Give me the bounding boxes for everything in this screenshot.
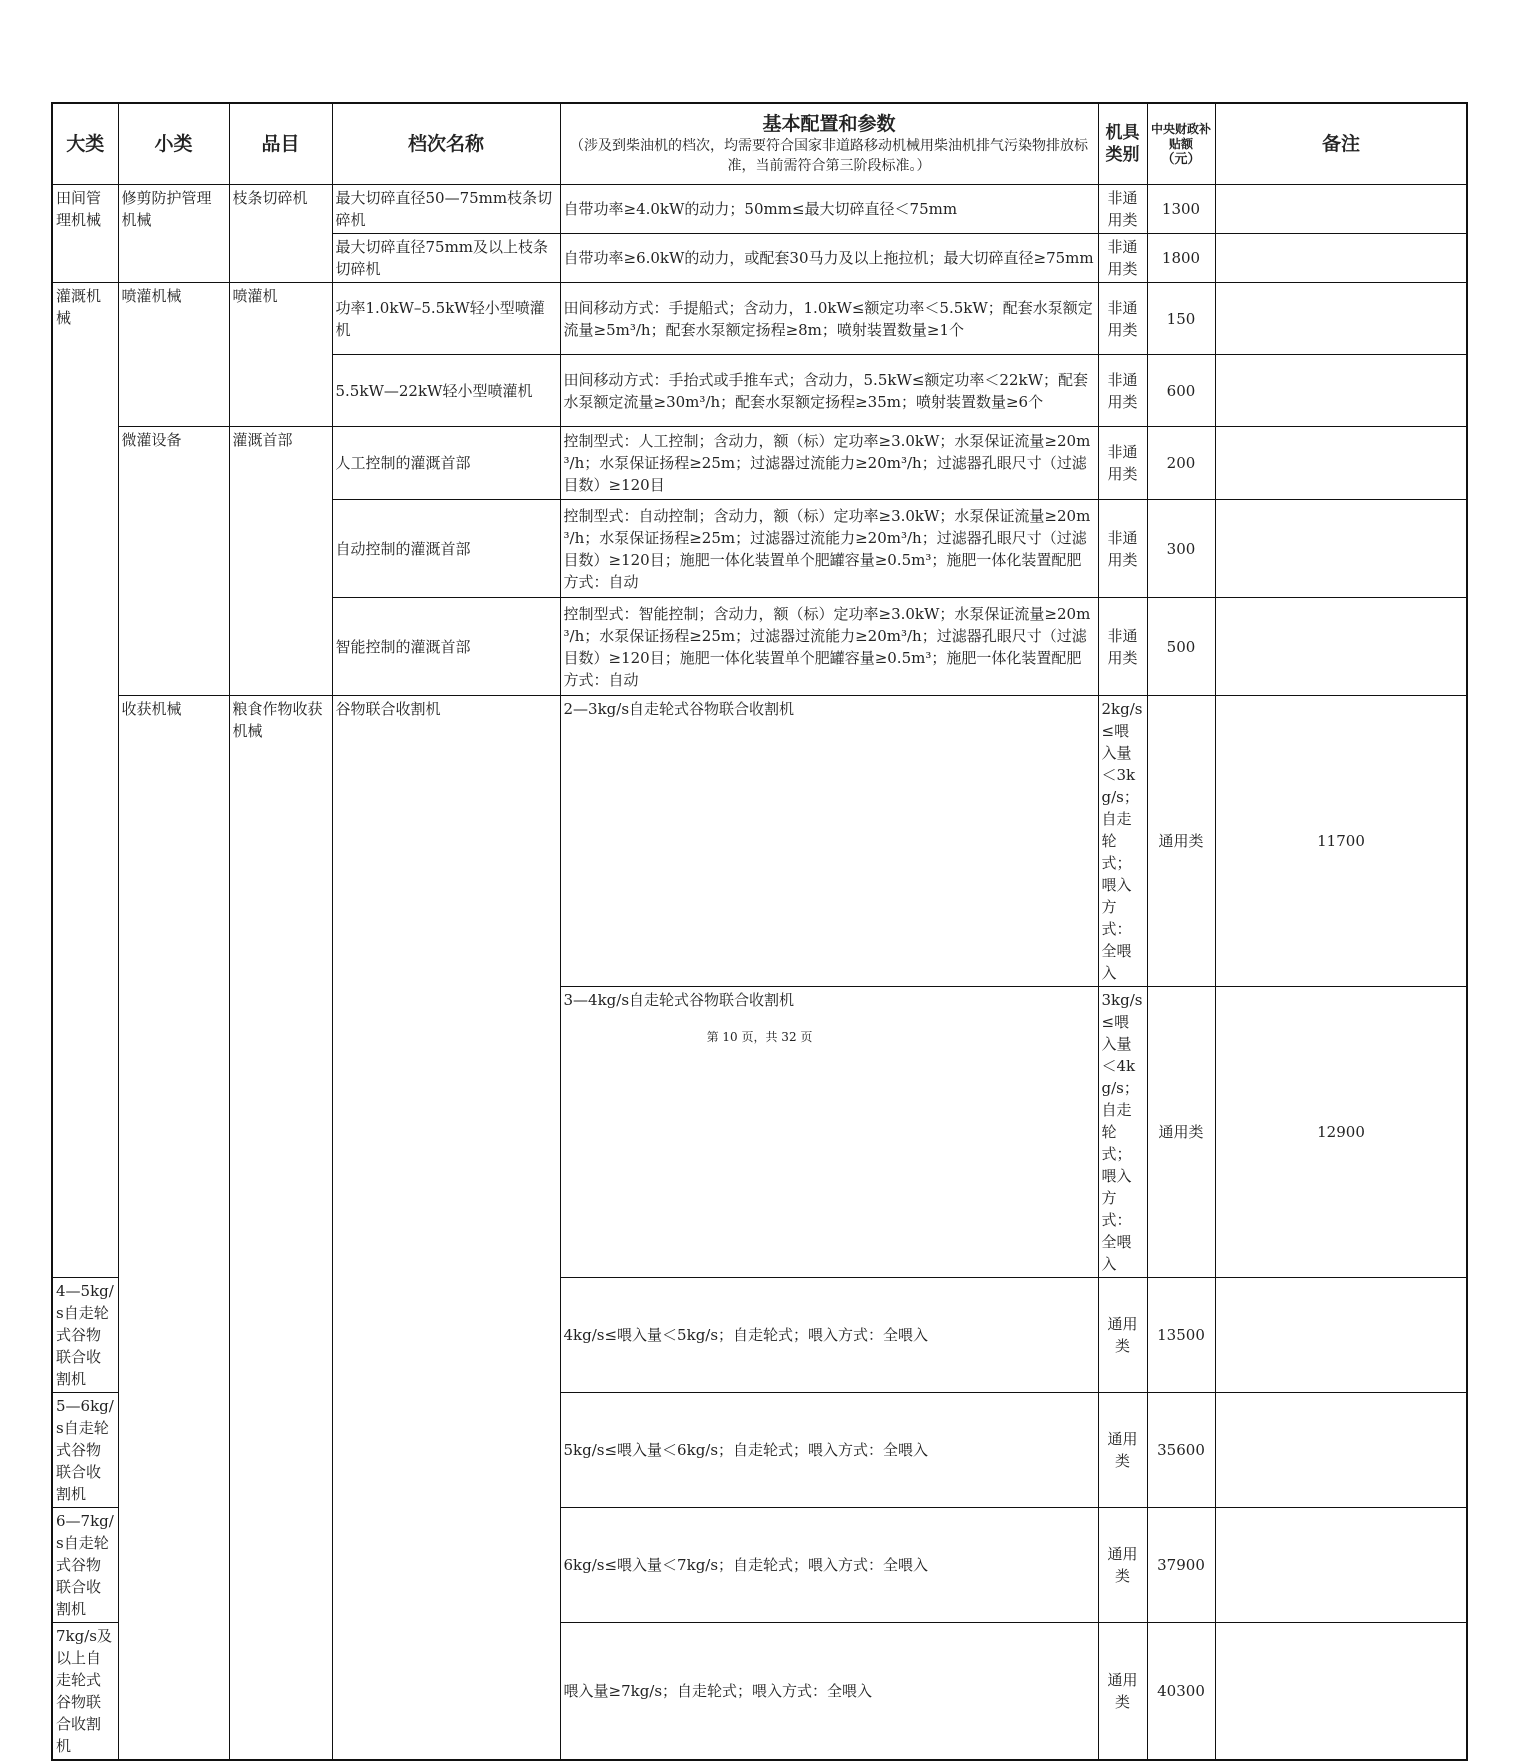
cell-amount: 1800 <box>1147 234 1215 283</box>
page-number: 第 10 页，共 32 页 <box>706 1030 813 1044</box>
cell-kind: 非通用类 <box>1098 355 1147 427</box>
cell-kind: 非通用类 <box>1098 283 1147 355</box>
cell-xiaolei: 喷灌机械 <box>118 283 229 427</box>
cell-amount: 40300 <box>1147 1623 1215 1761</box>
cell-kind: 通用类 <box>1147 987 1215 1278</box>
cell-pinmu: 枝条切碎机 <box>229 185 332 283</box>
cell-param: 喂入量≥7kg/s；自走轮式；喂入方式：全喂入 <box>560 1623 1098 1761</box>
cell-dalei: 灌溉机械 <box>52 283 118 1278</box>
cell-note <box>1215 1278 1467 1393</box>
cell-dangci: 4—5kg/s自走轮式谷物联合收割机 <box>52 1278 118 1393</box>
header-note: 备注 <box>1215 103 1467 185</box>
cell-dalei: 收获机械 <box>118 696 229 1761</box>
cell-note <box>1215 283 1467 355</box>
cell-param: 5kg/s≤喂入量＜6kg/s；自走轮式；喂入方式：全喂入 <box>560 1393 1098 1508</box>
cell-pinmu: 喷灌机 <box>229 283 332 427</box>
table-row <box>52 283 1467 355</box>
cell-amount: 11700 <box>1215 696 1467 987</box>
table-row <box>52 427 1467 500</box>
header-param-title: 基本配置和参数 <box>762 113 896 135</box>
cell-amount: 500 <box>1147 598 1215 696</box>
header-param-note: （涉及到柴油机的档次，均需要符合国家非道路移动机械用柴油机排气污染物排放标准，当前需符合第三阶段标准。） <box>570 138 1088 174</box>
cell-kind: 非通用类 <box>1098 598 1147 696</box>
cell-amount: 200 <box>1147 427 1215 500</box>
cell-kind: 非通用类 <box>1098 500 1147 598</box>
cell-note <box>1215 500 1467 598</box>
cell-dangci: 6—7kg/s自走轮式谷物联合收割机 <box>52 1508 118 1623</box>
cell-param: 2kg/s≤喂入量＜3kg/s；自走轮式；喂入方式：全喂入 <box>1098 696 1147 987</box>
cell-dangci: 5—6kg/s自走轮式谷物联合收割机 <box>52 1393 118 1508</box>
cell-xiaolei: 微灌设备 <box>118 427 229 696</box>
header-xiaolei: 小类 <box>118 103 229 185</box>
cell-amount: 1300 <box>1147 185 1215 234</box>
cell-note <box>1215 1508 1467 1623</box>
cell-param: 田间移动方式：手提船式；含动力，1.0kW≤额定功率＜5.5kW；配套水泵额定流量≥5m³/h；配套水泵额定扬程≥8m；喷射装置数量≥1个 <box>560 283 1098 355</box>
cell-kind: 非通用类 <box>1098 185 1147 234</box>
header-subsidy-unit: （元） <box>1161 151 1201 167</box>
cell-xiaolei: 粮食作物收获机械 <box>229 696 332 1761</box>
cell-note <box>1215 427 1467 500</box>
cell-kind: 通用类 <box>1147 696 1215 987</box>
cell-dangci: 7kg/s及以上自走轮式谷物联合收割机 <box>52 1623 118 1761</box>
cell-dangci: 最大切碎直径50—75mm枝条切碎机 <box>332 185 560 234</box>
cell-dangci: 自动控制的灌溉首部 <box>332 500 560 598</box>
cell-kind: 通用类 <box>1098 1508 1147 1623</box>
cell-amount: 37900 <box>1147 1508 1215 1623</box>
cell-param: 自带功率≥4.0kW的动力；50mm≤最大切碎直径＜75mm <box>560 185 1098 234</box>
cell-dangci: 智能控制的灌溉首部 <box>332 598 560 696</box>
cell-param: 控制型式：自动控制；含动力，额（标）定功率≥3.0kW；水泵保证流量≥20m³/h；水泵保证扬程≥25m；过滤器过流能力≥20m³/h；过滤器孔眼尺寸（过滤目数）≥120目；施肥一体化装置单个肥罐容量≥0.5m³；施肥一体化装置配肥方式：自动 <box>560 500 1098 598</box>
header-subsidy <box>1147 103 1215 185</box>
table-row <box>52 696 1467 987</box>
cell-amount: 150 <box>1147 283 1215 355</box>
cell-amount: 35600 <box>1147 1393 1215 1508</box>
cell-note <box>1215 185 1467 234</box>
cell-note <box>1215 355 1467 427</box>
header-subsidy-label: 中央财政补贴额 <box>1150 121 1211 151</box>
cell-param: 控制型式：智能控制；含动力，额（标）定功率≥3.0kW；水泵保证流量≥20m³/h；水泵保证扬程≥25m；过滤器过流能力≥20m³/h；过滤器孔眼尺寸（过滤目数）≥120目；施肥一体化装置单个肥罐容量≥0.5m³；施肥一体化装置配肥方式：自动 <box>560 598 1098 696</box>
cell-param: 6kg/s≤喂入量＜7kg/s；自走轮式；喂入方式：全喂入 <box>560 1508 1098 1623</box>
cell-amount: 12900 <box>1215 987 1467 1278</box>
header-row <box>52 103 1467 185</box>
cell-note <box>1215 1393 1467 1508</box>
cell-kind: 通用类 <box>1098 1393 1147 1508</box>
subsidy-table <box>51 102 1468 1761</box>
cell-pinmu: 灌溉首部 <box>229 427 332 696</box>
cell-amount: 600 <box>1147 355 1215 427</box>
cell-note <box>1215 598 1467 696</box>
cell-dangci: 5.5kW—22kW轻小型喷灌机 <box>332 355 560 427</box>
cell-dangci: 功率1.0kW–5.5kW轻小型喷灌机 <box>332 283 560 355</box>
cell-kind: 非通用类 <box>1098 234 1147 283</box>
cell-dangci: 3—4kg/s自走轮式谷物联合收割机 <box>560 987 1098 1278</box>
cell-amount: 300 <box>1147 500 1215 598</box>
cell-dangci: 2—3kg/s自走轮式谷物联合收割机 <box>560 696 1098 987</box>
cell-param: 控制型式：人工控制；含动力，额（标）定功率≥3.0kW；水泵保证流量≥20m³/h；水泵保证扬程≥25m；过滤器过流能力≥20m³/h；过滤器孔眼尺寸（过滤目数）≥120目 <box>560 427 1098 500</box>
header-dangci: 档次名称 <box>332 103 560 185</box>
cell-note <box>1215 1623 1467 1761</box>
cell-param: 4kg/s≤喂入量＜5kg/s；自走轮式；喂入方式：全喂入 <box>560 1278 1098 1393</box>
cell-dangci: 人工控制的灌溉首部 <box>332 427 560 500</box>
cell-param: 自带功率≥6.0kW的动力，或配套30马力及以上拖拉机；最大切碎直径≥75mm <box>560 234 1098 283</box>
cell-dangci: 最大切碎直径75mm及以上枝条切碎机 <box>332 234 560 283</box>
cell-param: 3kg/s≤喂入量＜4kg/s；自走轮式；喂入方式：全喂入 <box>1098 987 1147 1278</box>
cell-param: 田间移动方式：手抬式或手推车式；含动力，5.5kW≤额定功率＜22kW；配套水泵额定流量≥30m³/h；配套水泵额定扬程≥35m；喷射装置数量≥6个 <box>560 355 1098 427</box>
cell-dalei: 田间管理机械 <box>52 185 118 283</box>
header-param <box>560 103 1098 185</box>
cell-kind: 通用类 <box>1098 1623 1147 1761</box>
cell-xiaolei: 修剪防护管理机械 <box>118 185 229 283</box>
cell-note <box>1215 234 1467 283</box>
header-pinmu: 品目 <box>229 103 332 185</box>
cell-kind: 非通用类 <box>1098 427 1147 500</box>
cell-pinmu: 谷物联合收割机 <box>332 696 560 1761</box>
header-kind: 机具类别 <box>1098 103 1147 185</box>
table-row <box>52 185 1467 234</box>
cell-kind: 通用类 <box>1098 1278 1147 1393</box>
header-dalei: 大类 <box>52 103 118 185</box>
cell-amount: 13500 <box>1147 1278 1215 1393</box>
